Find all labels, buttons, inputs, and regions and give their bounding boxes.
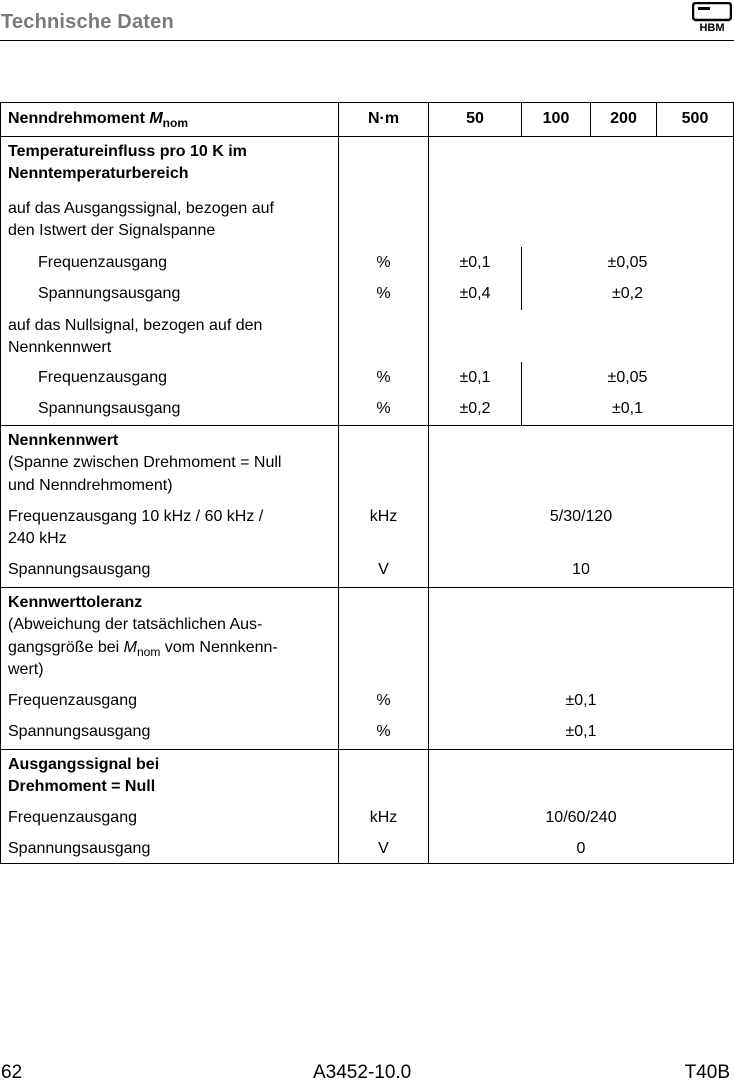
temp-row-label: Spannungsausgang (38, 400, 181, 417)
tol-freq-label: Frequenzausgang (8, 692, 137, 709)
nenn-desc-line1: (Spanne zwischen Drehmoment = Null (8, 454, 282, 471)
nenn-freq-line1: Frequenzausgang 10 kHz / 60 kHz / (8, 508, 264, 525)
footer-page-number: 62 (1, 1062, 23, 1083)
header-label: Nenndrehmoment $M_{nom}$ (8, 110, 189, 131)
temp-row-value: ±0,05 (607, 369, 648, 386)
null-span-value: 0 (576, 840, 586, 857)
null-title-line1: Ausgangssignal bei (8, 756, 160, 773)
temp-title-line1: Temperatureinfluss pro 10 K im (8, 143, 247, 160)
hbm-logo (692, 2, 732, 32)
temp-row-label: Spannungsausgang (38, 285, 181, 302)
row-separator (0, 136, 734, 137)
temp-row-value: ±0,2 (459, 400, 491, 417)
temp-sub2-line1: auf das Nullsignal, bezogen auf den (8, 317, 263, 334)
footer-doc-number: A3452-10.0 (313, 1062, 412, 1083)
nenn-desc-line2: und Nenndrehmoment) (8, 477, 173, 494)
temp-sub1-line1: auf das Ausgangssignal, bezogen auf (8, 200, 274, 217)
temp-row-unit: % (376, 400, 391, 417)
header-rule (0, 40, 734, 41)
nenn-span-unit: V (378, 561, 389, 578)
row-separator (0, 587, 734, 588)
nenn-span-label: Spannungsausgang (8, 561, 151, 578)
temp-row-value: ±0,1 (611, 400, 644, 417)
header-value-200: 200 (610, 110, 637, 127)
tol-span-value: ±0,1 (565, 723, 597, 740)
temp-sub1-line2: den Istwert der Signalspanne (8, 222, 216, 239)
tol-freq-unit: % (376, 692, 391, 709)
nenn-freq-line2: 240 kHz (8, 530, 67, 547)
null-freq-value: 10/60/240 (545, 809, 617, 826)
header-value-50: 50 (466, 110, 484, 127)
nenn-freq-value: 5/30/120 (549, 508, 613, 525)
null-freq-label: Frequenzausgang (8, 809, 137, 826)
nenn-title: Nennkennwert (8, 432, 119, 449)
temp-row-label: Frequenzausgang (38, 369, 167, 386)
column-separator (338, 102, 339, 864)
temp-row-label: Frequenzausgang (38, 254, 167, 271)
tol-span-label: Spannungsausgang (8, 723, 151, 740)
table-left-border (0, 102, 1, 864)
tol-desc-line2: gangsgröße bei $M_{nom}$ vom Nennkenn- (8, 639, 278, 660)
temp-row-unit: % (376, 285, 391, 302)
tol-title: Kennwerttoleranz (8, 594, 143, 611)
tol-desc-line1: (Abweichung der tatsächlichen Aus- (8, 616, 263, 633)
header-unit: N·m (367, 110, 400, 127)
header-value-500: 500 (681, 110, 709, 127)
row-separator (0, 425, 734, 426)
column-separator (428, 102, 429, 864)
temp-row-unit: % (376, 369, 391, 386)
hbm-logo-text: HBM (699, 22, 725, 32)
null-span-unit: V (378, 840, 389, 857)
temp-row-value: ±0,1 (459, 369, 491, 386)
row-separator (0, 749, 734, 750)
page-header-title: Technische Daten (1, 11, 174, 33)
footer-model: T40B (684, 1062, 730, 1083)
tol-span-unit: % (376, 723, 391, 740)
temp-row-unit: % (376, 254, 391, 271)
header-value-100: 100 (542, 110, 570, 127)
table-bottom-border (0, 863, 734, 864)
temp-title-line2: Nenntemperaturbereich (8, 165, 189, 182)
temp-row-value: ±0,1 (459, 254, 491, 271)
temp-row-value: ±0,05 (607, 254, 648, 271)
temp-row-value: ±0,2 (611, 285, 644, 302)
null-span-label: Spannungsausgang (8, 840, 151, 857)
tol-freq-value: ±0,1 (565, 692, 597, 709)
temp-sub2-line2: Nennkennwert (8, 339, 112, 356)
nenn-freq-unit: kHz (369, 508, 398, 525)
null-title-line2: Drehmoment = Null (8, 778, 156, 795)
table-top-border (0, 102, 734, 103)
null-freq-unit: kHz (369, 809, 398, 826)
temp-row-value: ±0,4 (459, 285, 491, 302)
tol-desc-line3: wert) (8, 661, 44, 678)
nenn-span-value: 10 (572, 561, 590, 578)
